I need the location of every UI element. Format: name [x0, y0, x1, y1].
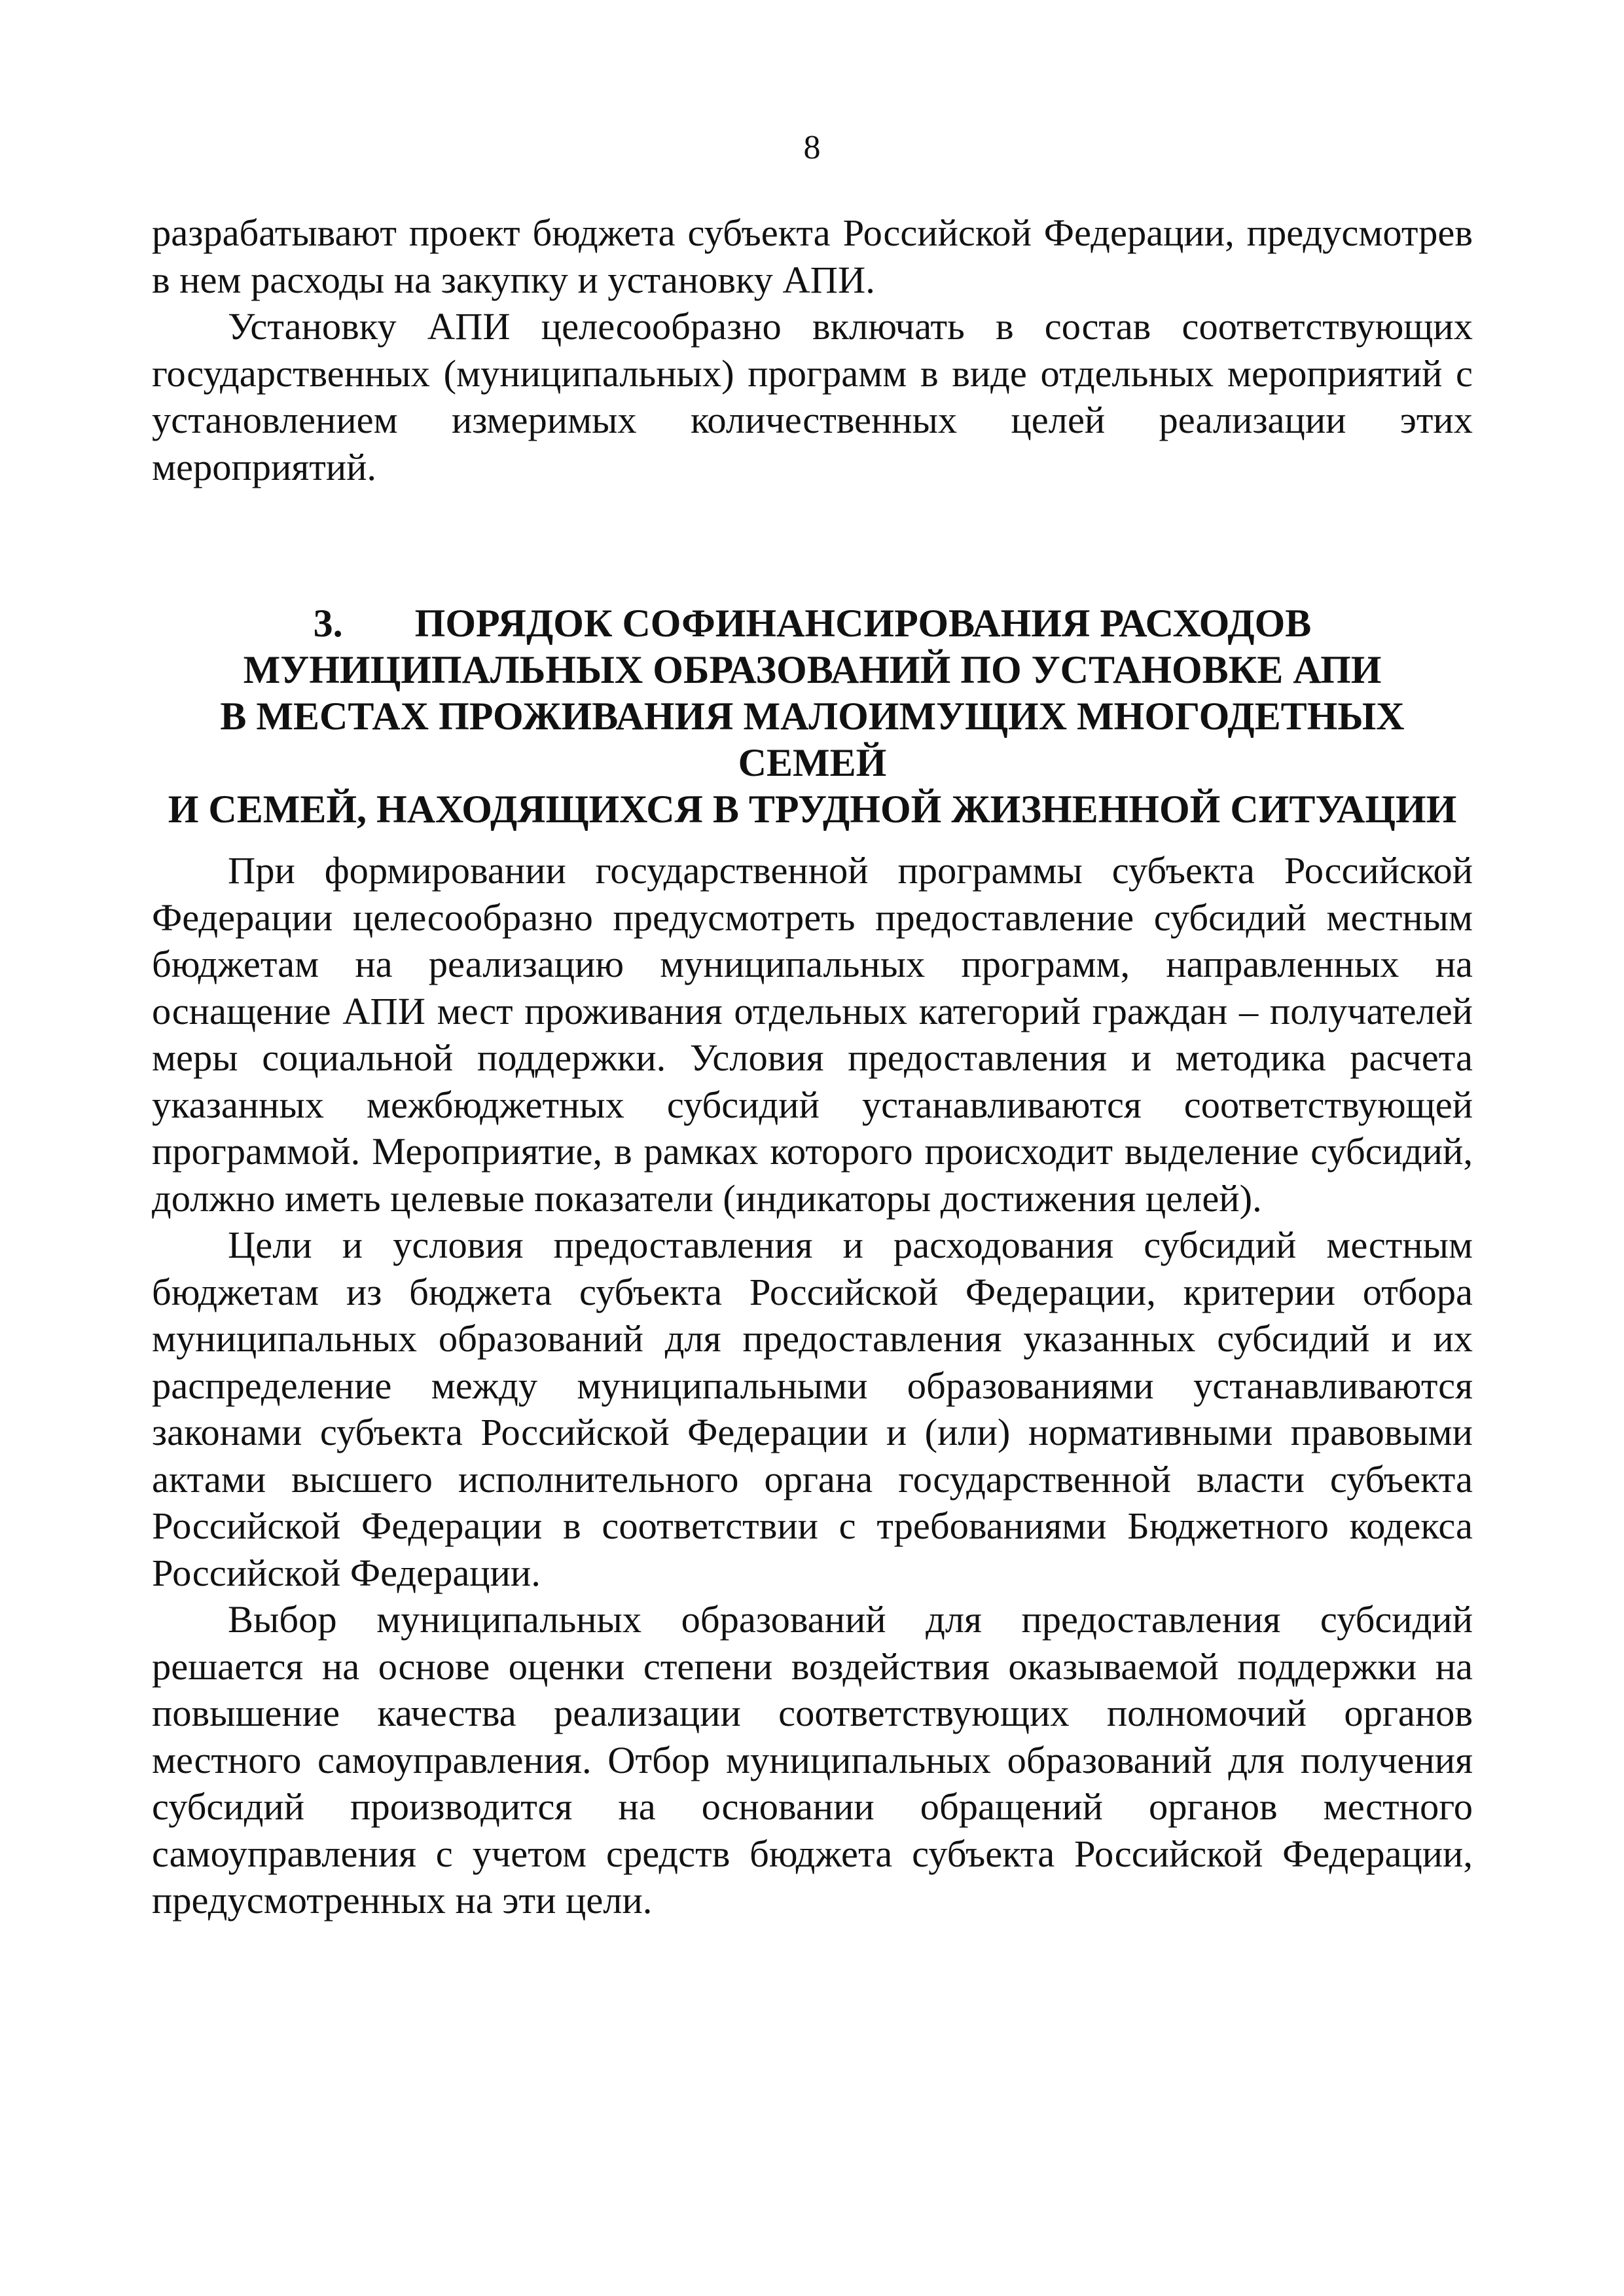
body-paragraph: Установку АПИ целесообразно включать в состав соответствующих государственных (муниципальных) программ в виде отдельных мероприятий с установлением измеримых количественных целей реализации этих мероприятий. — [152, 305, 1473, 488]
section-title-line-1: ПОРЯДОК СОФИНАНСИРОВАНИЯ РАСХОДОВ — [414, 602, 1312, 645]
intro-block — [152, 210, 1473, 490]
section-heading — [152, 600, 1473, 833]
body-paragraph: Выбор муниципальных образований для предоставления субсидий решается на основе оценки степени воздействия оказываемой поддержки на повышение качества реализации соответствующих полномочий органов местного самоуправления. Отбор муниципальных образований для получения субсидий производится на основании обращений органов местного самоуправления с учетом средств бюджета субъекта Российской Федерации, предусмотренных на эти цели. — [152, 1598, 1473, 1922]
continuation-paragraph: разрабатывают проект бюджета субъекта Российской Федерации, предусмотрев в нем расходы на закупку и установку АПИ. — [152, 211, 1473, 301]
body-paragraph: При формировании государственной программы субъекта Российской Федерации целесообразно предусмотреть предоставление субсидий местным бюджетам на реализацию муниципальных программ, направленных на оснащение АПИ мест проживания отдельных категорий граждан – получателей меры социальной поддержки. Условия предоставления и методика расчета указанных межбюджетных субсидий устанавливаются соответствующей программой. Мероприятие, в рамках которого происходит выделение субсидий, должно иметь целевые показатели (индикаторы достижения целей). — [152, 849, 1473, 1220]
body-paragraph: Цели и условия предоставления и расходования субсидий местным бюджетам из бюджета субъекта Российской Федерации, критерии отбора муниципальных образований для предоставления указанных субсидий и их распределение между муниципальными образованиями устанавливаются законами субъекта Российской Федерации и (или) нормативными правовыми актами высшего исполнительного органа государственной власти субъекта Российской Федерации в соответствии с требованиями Бюджетного кодекса Российской Федерации. — [152, 1224, 1473, 1594]
section-body — [152, 847, 1473, 1924]
section-title-line-2: МУНИЦИПАЛЬНЫХ ОБРАЗОВАНИЙ ПО УСТАНОВКЕ АПИ — [243, 648, 1382, 691]
page-number: 8 — [803, 129, 821, 166]
section-title-line-4: И СЕМЕЙ, НАХОДЯЩИХСЯ В ТРУДНОЙ ЖИЗНЕННОЙ СИТУАЦИИ — [168, 788, 1457, 831]
section-number: 3. — [313, 602, 343, 645]
section-title-line-3: В МЕСТАХ ПРОЖИВАНИЯ МАЛОИМУЩИХ МНОГОДЕТНЫХ СЕМЕЙ — [220, 695, 1405, 784]
